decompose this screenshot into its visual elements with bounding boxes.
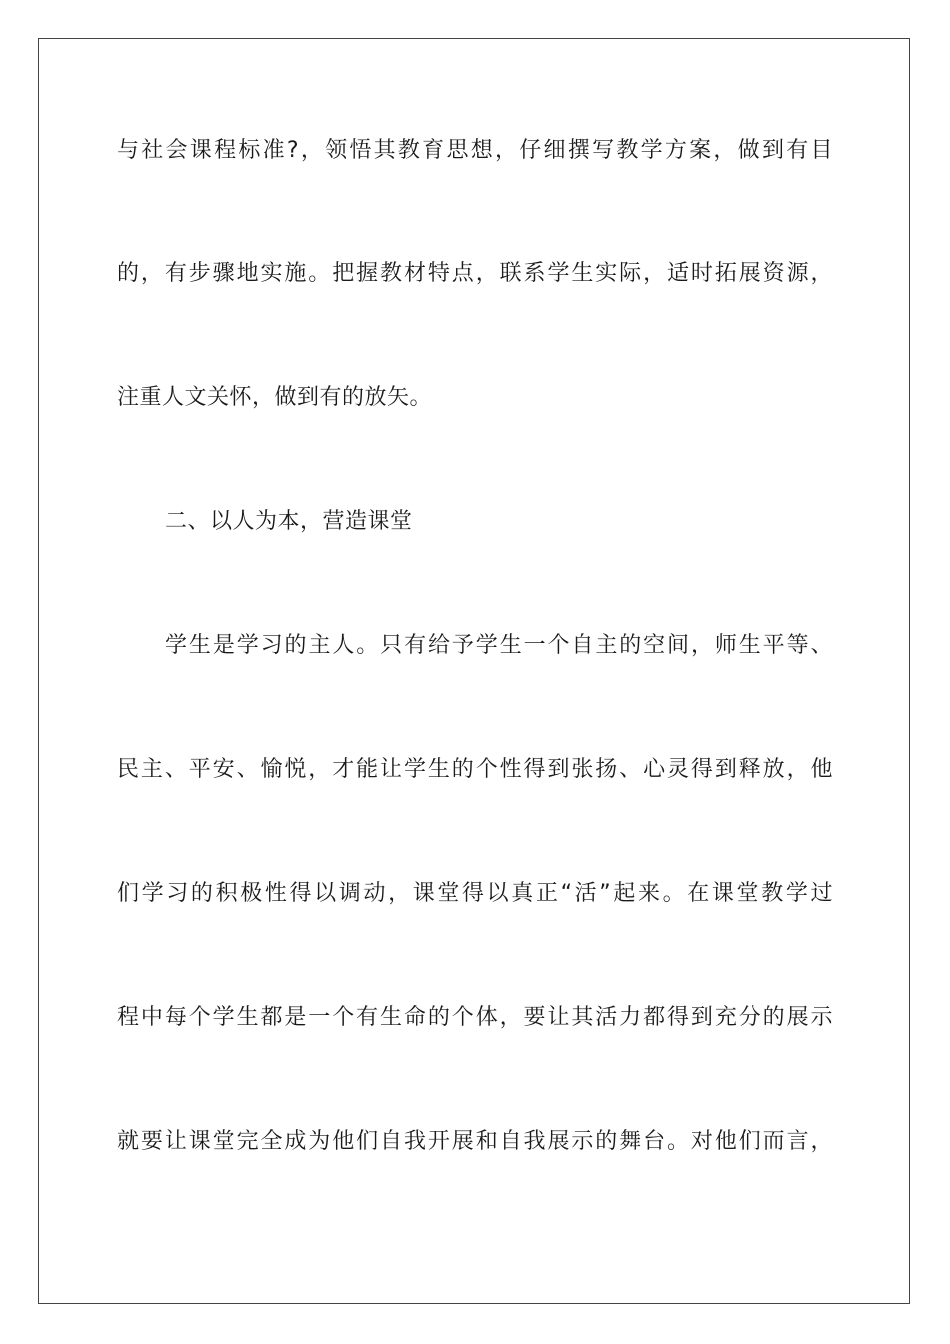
body-text-line: 民主、平安、愉悦，才能让学生的个性得到张扬、心灵得到释放，他 <box>117 757 833 782</box>
page-border <box>38 38 910 1304</box>
body-text-line: 与社会课程标准?，领悟其教育思想，仔细撰写教学方案，做到有目 <box>117 138 833 163</box>
body-text-line: 就要让课堂完全成为他们自我开展和自我展示的舞台。对他们而言， <box>117 1129 833 1154</box>
body-text-line: 们学习的积极性得以调动，课堂得以真正“活”起来。在课堂教学过 <box>117 881 833 906</box>
body-text-line: 的，有步骤地实施。把握教材特点，联系学生实际，适时拓展资源， <box>117 261 833 286</box>
section-heading: 二、以人为本，营造课堂 <box>165 509 413 534</box>
body-text-line: 程中每个学生都是一个有生命的个体，要让其活力都得到充分的展示 <box>117 1005 833 1030</box>
body-text-line: 注重人文关怀，做到有的放矢。 <box>117 385 433 410</box>
body-text-line: 学生是学习的主人。只有给予学生一个自主的空间，师生平等、 <box>165 633 833 658</box>
